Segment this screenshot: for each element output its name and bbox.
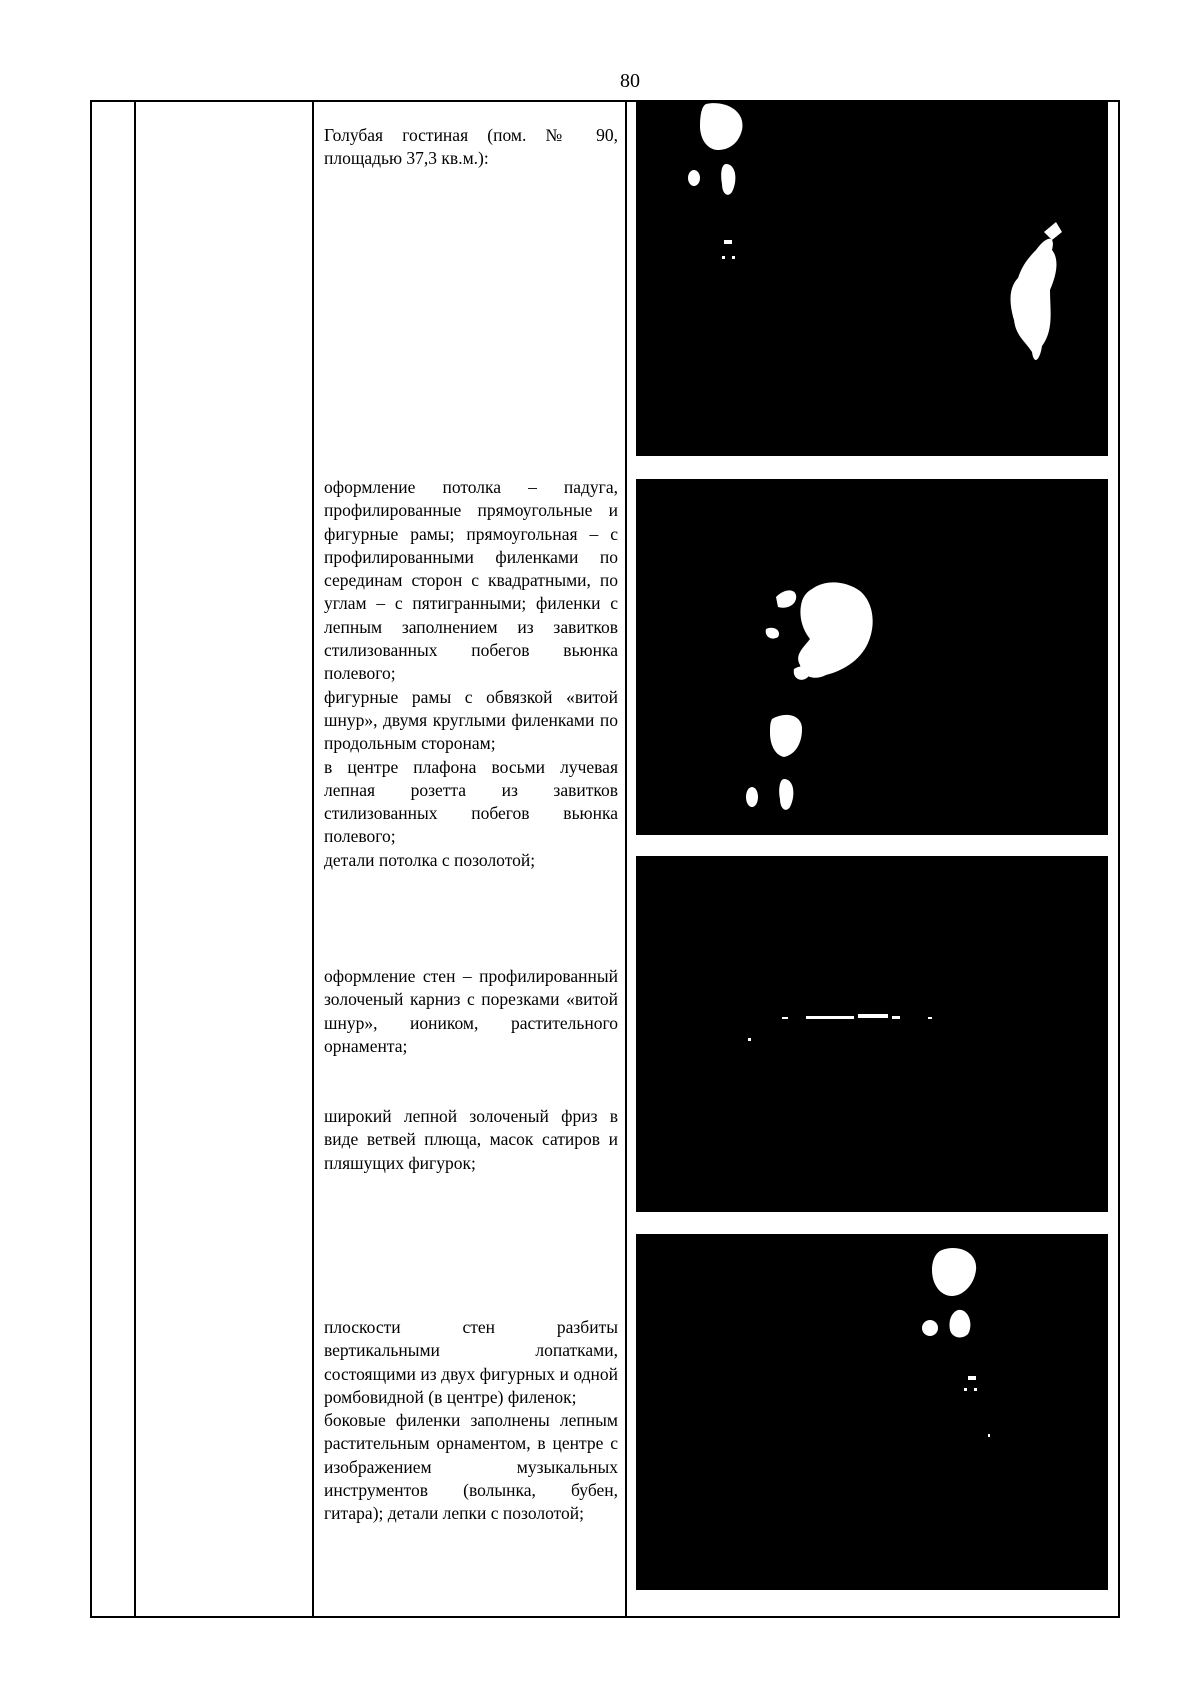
photo-2-image bbox=[636, 479, 1108, 835]
walls-paragraph-3: плоскости стен разбиты вертикальными лопатками, состоящими из двух фигурных и одной ромбовидной (в центре) филенок; bbox=[324, 1317, 618, 1407]
ceiling-paragraph-4: детали потолка с позолотой; bbox=[324, 849, 536, 870]
walls-cornice-description: оформление стен – профилированный золоченый карниз с порезками «витой шнур», иоником, растительного орнамента; bbox=[324, 966, 618, 1056]
photo-1-image bbox=[636, 100, 1108, 456]
ceiling-description bbox=[324, 476, 618, 872]
photo-4 bbox=[636, 1234, 1108, 1590]
photo-1 bbox=[636, 100, 1108, 456]
ceiling-paragraph-3: в центре плафона восьми лучевая лепная розетта из завитков стилизованных побегов вьюнка полевого; bbox=[324, 756, 618, 847]
photo-3 bbox=[636, 856, 1108, 1212]
ceiling-paragraph-1: оформление потолка – падуга, профилированные прямоугольные и фигурные рамы; прямоугольная – с профилированными филенками по серединам сторон с квадратными, по углам – с пятигранными; филенки с лепным заполнением из завитков стилизованных побегов вьюнка полевого; bbox=[324, 477, 618, 684]
photo-3-image bbox=[636, 856, 1108, 1212]
photo-4-image bbox=[636, 1234, 1108, 1590]
column-divider-3 bbox=[625, 102, 627, 1616]
walls-panels-description bbox=[324, 1316, 618, 1526]
page-number: 80 bbox=[620, 70, 640, 92]
ceiling-paragraph-2: фигурные рамы с обвязкой «витой шнур», двумя круглыми филенками по продольным сторонам; bbox=[324, 686, 618, 754]
walls-frieze-description: широкий лепной золоченый фриз в виде ветвей плюща, масок сатиров и пляшущих фигурок; bbox=[324, 1106, 618, 1173]
walls-paragraph-4: боковые филенки заполнены лепным растительным орнаментом, в центре с изображением музыкальных инструментов (волынка, бубен, гитара); детали лепки с позолотой; bbox=[324, 1410, 618, 1524]
column-divider-1 bbox=[134, 102, 136, 1616]
room-title: Голубая гостиная (пом. № 90, площадью 37,3 кв.м.): bbox=[324, 125, 618, 169]
photo-2 bbox=[636, 479, 1108, 835]
column-divider-2 bbox=[312, 102, 314, 1616]
